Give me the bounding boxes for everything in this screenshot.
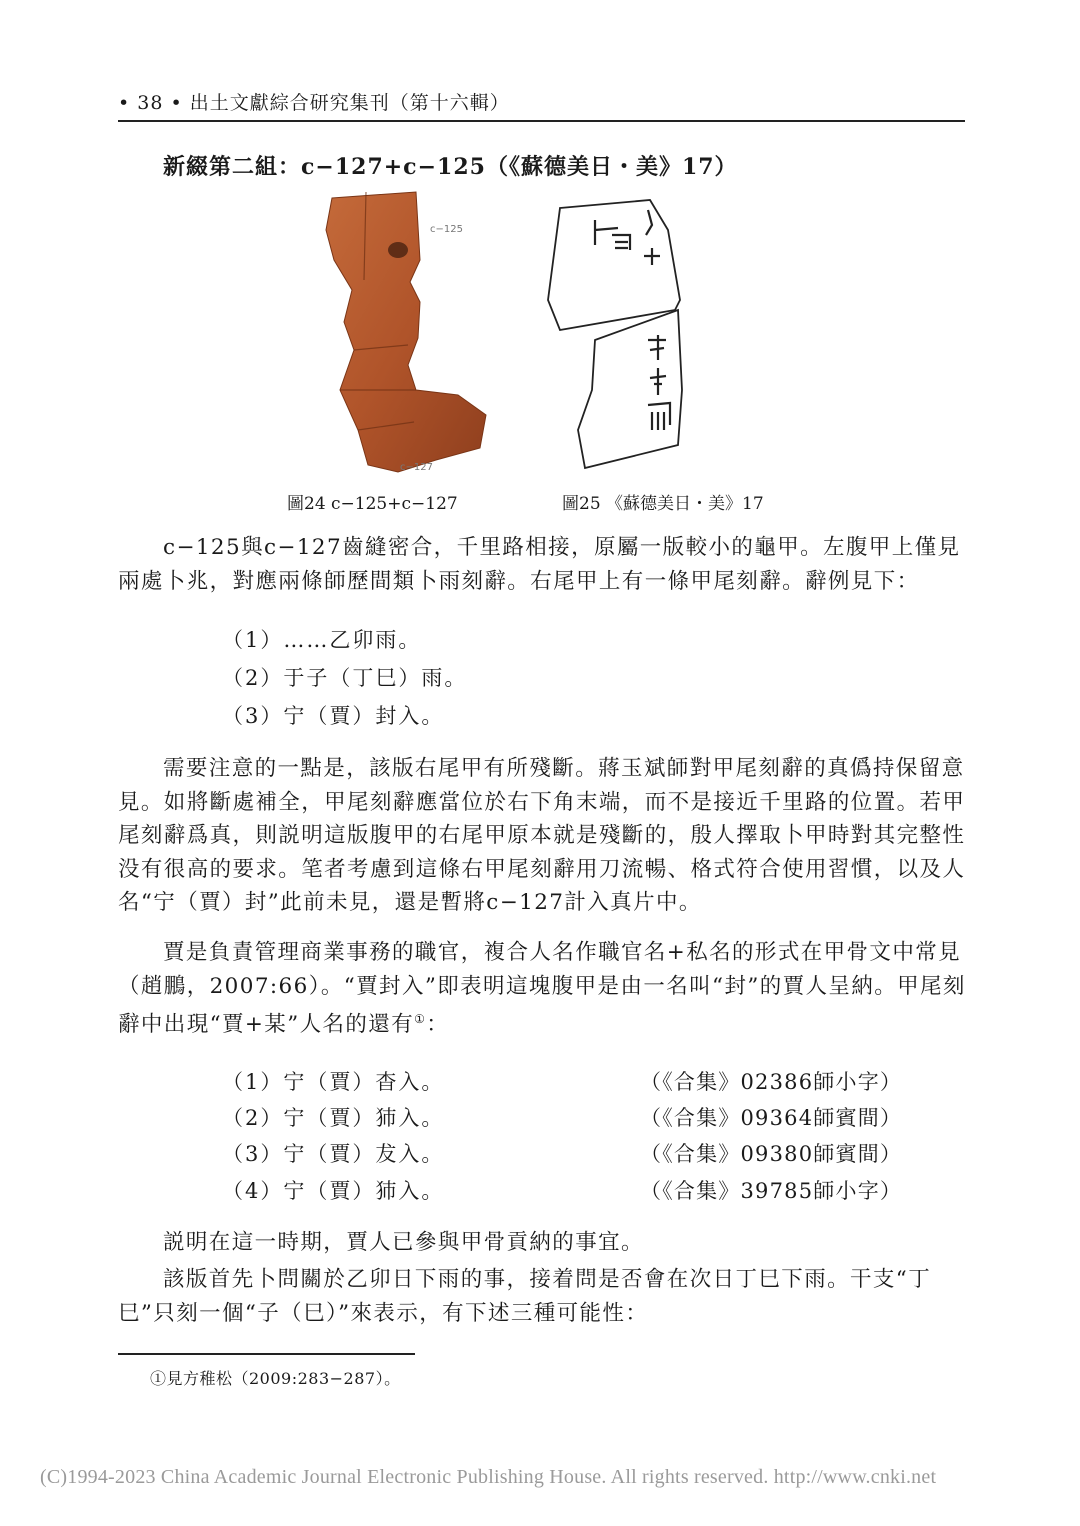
example-1-3: （3）宁（賈）封入。 bbox=[222, 704, 445, 728]
photo-label-top: c−125 bbox=[430, 224, 463, 235]
example-1-2: （2）于子（丁巳）雨。 bbox=[222, 666, 468, 690]
paragraph-4: 説明在這一時期，賈人已參與甲骨貢納的事宜。 bbox=[163, 1230, 644, 1255]
footnote-rule bbox=[118, 1353, 415, 1355]
paragraph-1: c−125與c−127齒縫密合，千里路相接，原屬一版較小的龜甲。左腹甲上僅見兩處卜兆，對應兩條師歷間類卜雨刻辭。右尾甲上有一條甲尾刻辭。辭例見下： bbox=[118, 535, 961, 594]
example-2-3: （3）宁（賈）犮入。 bbox=[222, 1142, 445, 1166]
paragraph-2: 需要注意的一點是，該版右尾甲有所殘斷。蔣玉斌師對甲尾刻辭的真僞持保留意見。如將斷處補全，甲尾刻辭應當位於右下角末端，而不是接近千里路的位置。若甲尾刻辭爲真，則説明這版腹甲的右尾甲原本就是殘斷的，殷人擇取卜甲時對其完整性没有很高的要求。笔者考慮到這條右甲尾刻辭用刀流暢、格式符合使用習慣，以及人名“宁（賈）封”此前未見，還是暫將c−127計入真片中。 bbox=[118, 756, 966, 915]
header-rule bbox=[118, 120, 965, 122]
figure-24-caption: 圖24 c−125+c−127 bbox=[287, 494, 458, 514]
paragraph-3-text: 賈是負責管理商業事務的職官，複合人名作職官名+私名的形式在甲骨文中常見（趙鵬，2007:66）。“賈封入”即表明這塊腹甲是由一名叫“封”的賈人呈納。甲尾刻辭中出現“賈+某”人名的還有 bbox=[118, 940, 966, 1038]
paragraph-3 bbox=[118, 936, 968, 1042]
paragraph-5: 該版首先卜問關於乙卯日下雨的事，接着問是否會在次日丁巳下雨。干支“丁巳”只刻一個“子（巳）”來表示，有下述三種可能性： bbox=[118, 1267, 932, 1326]
example-2-4: （4）宁（賈）犻入。 bbox=[222, 1179, 445, 1203]
example-2-1: （1）宁（賈）杳入。 bbox=[222, 1070, 445, 1094]
shell-dark-spot bbox=[388, 242, 408, 258]
drawing-outline-lower bbox=[578, 310, 682, 468]
oracle-glyphs bbox=[595, 210, 670, 430]
running-head: • 38 • 出土文獻綜合研究集刊（第十六輯） bbox=[118, 92, 510, 114]
figure-25-caption: 圖25 《蘇德美日・美》17 bbox=[562, 494, 764, 514]
section-title: 新綴第二組：c−127+c−125（《蘇德美日・美》17） bbox=[163, 154, 738, 180]
source-2-1: （《合集》02386師小字） bbox=[640, 1070, 903, 1094]
photo-label-bottom: c−127 bbox=[400, 462, 433, 473]
footnote: ①見方稚松（2009:283−287）。 bbox=[150, 1369, 401, 1388]
copyright-notice: (C)1994-2023 China Academic Journal Electronic Publishing House. All rights reserved. http://www.cnki.net bbox=[40, 1466, 937, 1488]
drawing-outline bbox=[548, 200, 680, 330]
source-2-3: （《合集》09380師賓間） bbox=[640, 1142, 903, 1166]
paragraph-3-end: ： bbox=[426, 1012, 450, 1038]
source-2-4: （《合集》39785師小字） bbox=[640, 1179, 903, 1203]
source-2-2: （《合集》09364師賓間） bbox=[640, 1106, 903, 1130]
figure-24-photo bbox=[318, 190, 493, 475]
example-1-1: （1）……乙卯雨。 bbox=[222, 628, 422, 652]
example-2-2: （2）宁（賈）犻入。 bbox=[222, 1106, 445, 1130]
figure-25-drawing bbox=[540, 190, 690, 475]
footnote-marker: ① bbox=[414, 1012, 427, 1026]
